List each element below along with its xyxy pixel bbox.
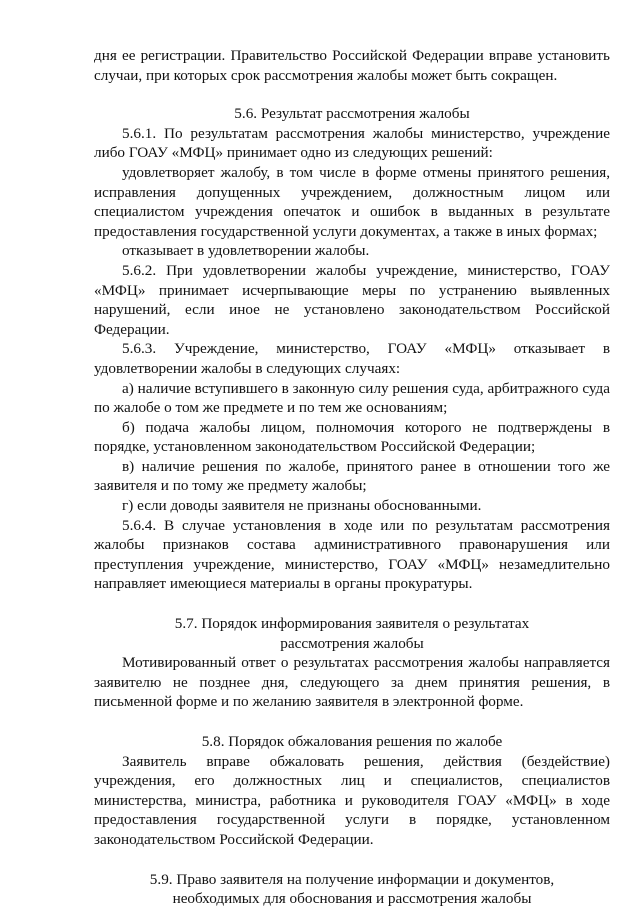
paragraph-5-7: Мотивированный ответ о результатах рассмотрения жалобы направляется заявителю не позднее дня, следующего за днем принятия решения, в письменной форме и по желанию заявителя в электронной форме. — [94, 654, 610, 711]
section-5-9-heading-line-1: 5.9. Право заявителя на получение информации и документов, — [149, 870, 555, 888]
section-5-9-heading-line-2: необходимых для обоснования и рассмотрения жалобы — [172, 890, 532, 908]
paragraph-5-6-2: 5.6.2. При удовлетворении жалобы учреждение, министерство, ГОАУ «МФЦ» принимает исчерпывающие меры по устранению выявленных нарушений, если иное не установлено законодательством Российской Федерации. — [94, 261, 610, 338]
paragraph-5-6-4: 5.6.4. В случае установления в ходе или по результатам рассмотрения жалобы признаков состава административного правонарушения или преступления учреждение, министерство, ГОАУ «МФЦ» незамедлительно направляет имеющиеся материалы в органы прокуратуры. — [94, 516, 610, 593]
decision-refuse: отказывает в удовлетворении жалобы. — [122, 242, 370, 260]
section-5-7-heading-line-2: рассмотрения жалобы — [280, 634, 424, 652]
decision-satisfy: удовлетворяет жалобу, в том числе в форме отмены принятого решения, исправления допущенных учреждением, должностным лицом или специалистом учреждения опечаток и ошибок в выданных в результате предоставления государственной услуги документах, а также в иных формах; — [94, 163, 610, 240]
intro-paragraph: дня ее регистрации. Правительство Российской Федерации вправе установить случаи, при которых срок рассмотрения жалобы может быть сокращен. — [94, 47, 610, 84]
section-5-8-heading: 5.8. Порядок обжалования решения по жалобе — [201, 733, 503, 750]
refusal-case-a: а) наличие вступившего в законную силу решения суда, арбитражного суда по жалобе о том же предмете и по тем же основаниям; — [94, 379, 610, 417]
refusal-case-d: г) если доводы заявителя не признаны обоснованными. — [122, 497, 482, 515]
section-5-7-heading-line-1: 5.7. Порядок информирования заявителя о результатах — [174, 615, 530, 633]
refusal-case-c: в) наличие решения по жалобе, принятого ранее в отношении того же заявителя и по тому же предмету жалобы; — [94, 457, 610, 495]
refusal-case-b: б) подача жалобы лицом, полномочия которого не подтверждены в порядке, установленном законодательством Российской Федерации; — [94, 418, 610, 456]
paragraph-5-8: Заявитель вправе обжаловать решения, действия (бездействие) учреждения, его должностных лиц и специалистов, специалистов министерства, министра, работника и руководителя ГОАУ «МФЦ» в ходе предоставления государственной услуги в порядке, установленном законодательством Российской Федерации. — [94, 752, 610, 848]
paragraph-5-6-3: 5.6.3. Учреждение, министерство, ГОАУ «МФЦ» отказывает в удовлетворении жалобы в следующих случаях: — [94, 340, 610, 377]
paragraph-5-6-1: 5.6.1. По результатам рассмотрения жалобы министерство, учреждение либо ГОАУ «МФЦ» принимает одно из следующих решений: — [94, 124, 610, 162]
section-5-6-heading: 5.6. Результат рассмотрения жалобы — [234, 105, 470, 123]
